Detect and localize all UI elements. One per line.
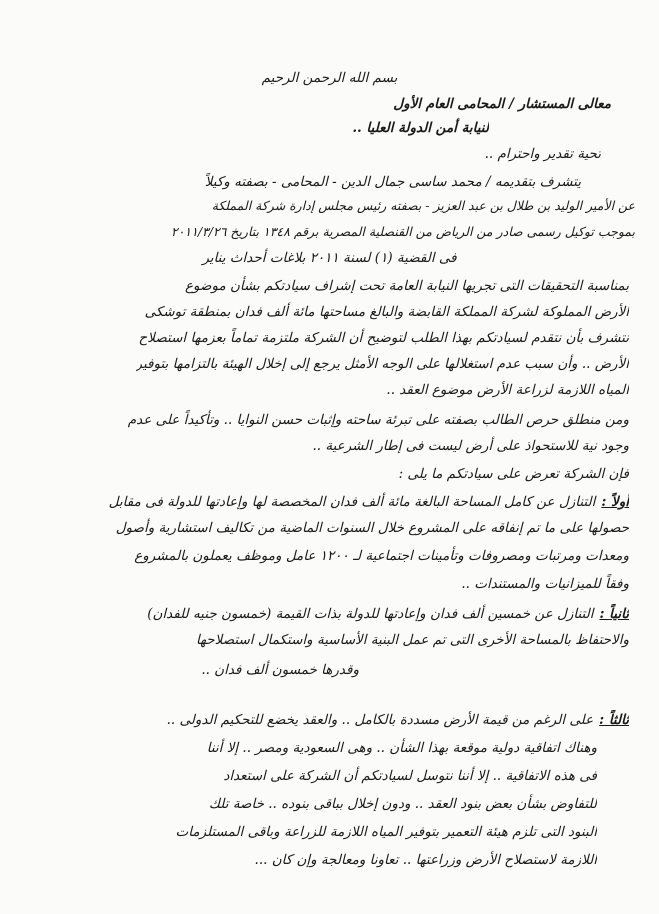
intro-line-1: يتشرف بتقديمه / محمد ساسى جمال الدين - المحامى - بصفته وكيلاً (204, 174, 581, 190)
addressee-line-1: معالى المستشار / المحامى العام الأول (393, 96, 611, 112)
body-line-7: وجود نية للاستحواذ على أرض ليست فى إطار الشرعية .. (312, 438, 629, 454)
item-second-line-1 (147, 604, 629, 624)
addressee-line-2: لنيابة أمن الدولة العليا .. (352, 120, 489, 136)
item-first-line-4: وفقاً للميزانيات والمستندات .. (461, 576, 629, 592)
item-first-line-1 (109, 492, 629, 512)
item-third-line-4: للتفاوض بشأن بعض بنود العقد .. ودون إخلال بباقى بنوده .. خاصة تلك (208, 796, 597, 812)
item-second-text-1: التنازل عن خمسين ألف فدان وإعادتها للدولة بذات القيمة (خمسون جنيه للفدان) (147, 606, 594, 622)
case-reference: فى القضية (١) لسنة ٢٠١١ بلاغات أحداث يناير (202, 250, 457, 266)
intro-line-3: بموجب توكيل رسمى صادر من الرياض من القنصلية المصرية برقم ١٣٤٨ بتاريخ ٢٠١١/٣/٢٦ (170, 224, 635, 239)
item-third-line-3: فى هذه الاتفاقية .. إلا أننا نتوسل لسيادتكم أن الشركة على استعداد (223, 768, 597, 784)
body-line-3: نتشرف بأن نتقدم لسيادتكم بهذا الطلب لتوضيح أن الشركة ملتزمة تماماً بعزمها استصلاح (138, 330, 629, 346)
basmala: بسم الله الرحمن الرحيم (261, 70, 398, 86)
item-third-line-5: البنود التى تلزم هيئة التعمير بتوفير المياه اللازمة للزراعة وباقى المستلزمات (175, 824, 597, 840)
intro-line-2: عن الأمير الوليد بن طلال بن عبد العزيز - بصفته رئيس مجلس إدارة شركة المملكة (211, 198, 635, 213)
item-first-line-3: ومعدات ومرتبات ومصروفات وتأمينات اجتماعية لـ ١٢٠٠ عامل وموظف يعملون بالمشروع (134, 548, 629, 564)
body-line-4: الأرض .. وأن سبب عدم استغلالها على الوجه الأمثل يرجع إلى إخلال الهيئة بالتزامها بتوفير (135, 356, 629, 372)
item-first-text-1: التنازل عن كامل المساحة البالغة مائة ألف فدان المخصصة لها وإعادتها للدولة فى مقابل (108, 494, 596, 510)
item-third-label: ثالثاً : (599, 712, 629, 728)
body-line-8: فإن الشركة تعرض على سيادتكم ما يلى : (398, 466, 629, 482)
item-third-line-6: اللازمة لاستصلاح الأرض وزراعتها .. تعاونا ومعالجة وإن كان ... (254, 852, 597, 868)
item-first-line-2: حصولها على ما تم إنفاقه على المشروع خلال السنوات الماضية من تكاليف استشارية وأصول (115, 520, 629, 536)
body-line-5: المياه اللازمة لزراعة الأرض موضوع العقد .. (386, 382, 629, 398)
body-line-2: الأرض المملوكة لشركة المملكة القابضة والبالغ مساحتها مائة ألف فدان بمنطقة توشكى (144, 304, 629, 320)
item-second-line-3: وقدرها خمسون ألف فدان .. (201, 662, 359, 678)
item-third-text-1: على الرغم من قيمة الأرض مسددة بالكامل .. والعقد يخضع للتحكيم الدولى .. (166, 712, 594, 728)
item-second-line-2: والاحتفاظ بالمساحة الأخرى التى تم عمل البنية الأساسية واستكمال استصلاحها (195, 632, 629, 648)
item-third-line-2: وهناك اتفاقية دولية موقعة بهذا الشأن .. وهى السعودية ومصر .. إلا أننا (206, 740, 597, 756)
item-third-line-1 (167, 710, 629, 730)
body-line-6: ومن منطلق حرص الطالب بصفته على تبرئة ساحته وإثبات حسن النوايا .. وتأكيداً على عدم (127, 412, 629, 428)
greeting: تحية تقدير واحترام .. (484, 146, 601, 162)
item-second-label: ثانياً : (599, 606, 629, 622)
item-first-label: أولاً : (601, 494, 629, 510)
body-line-1: بمناسبة التحقيقات التى تجريها النيابة العامة تحت إشراف سيادتكم بشأن موضوع (185, 278, 629, 294)
